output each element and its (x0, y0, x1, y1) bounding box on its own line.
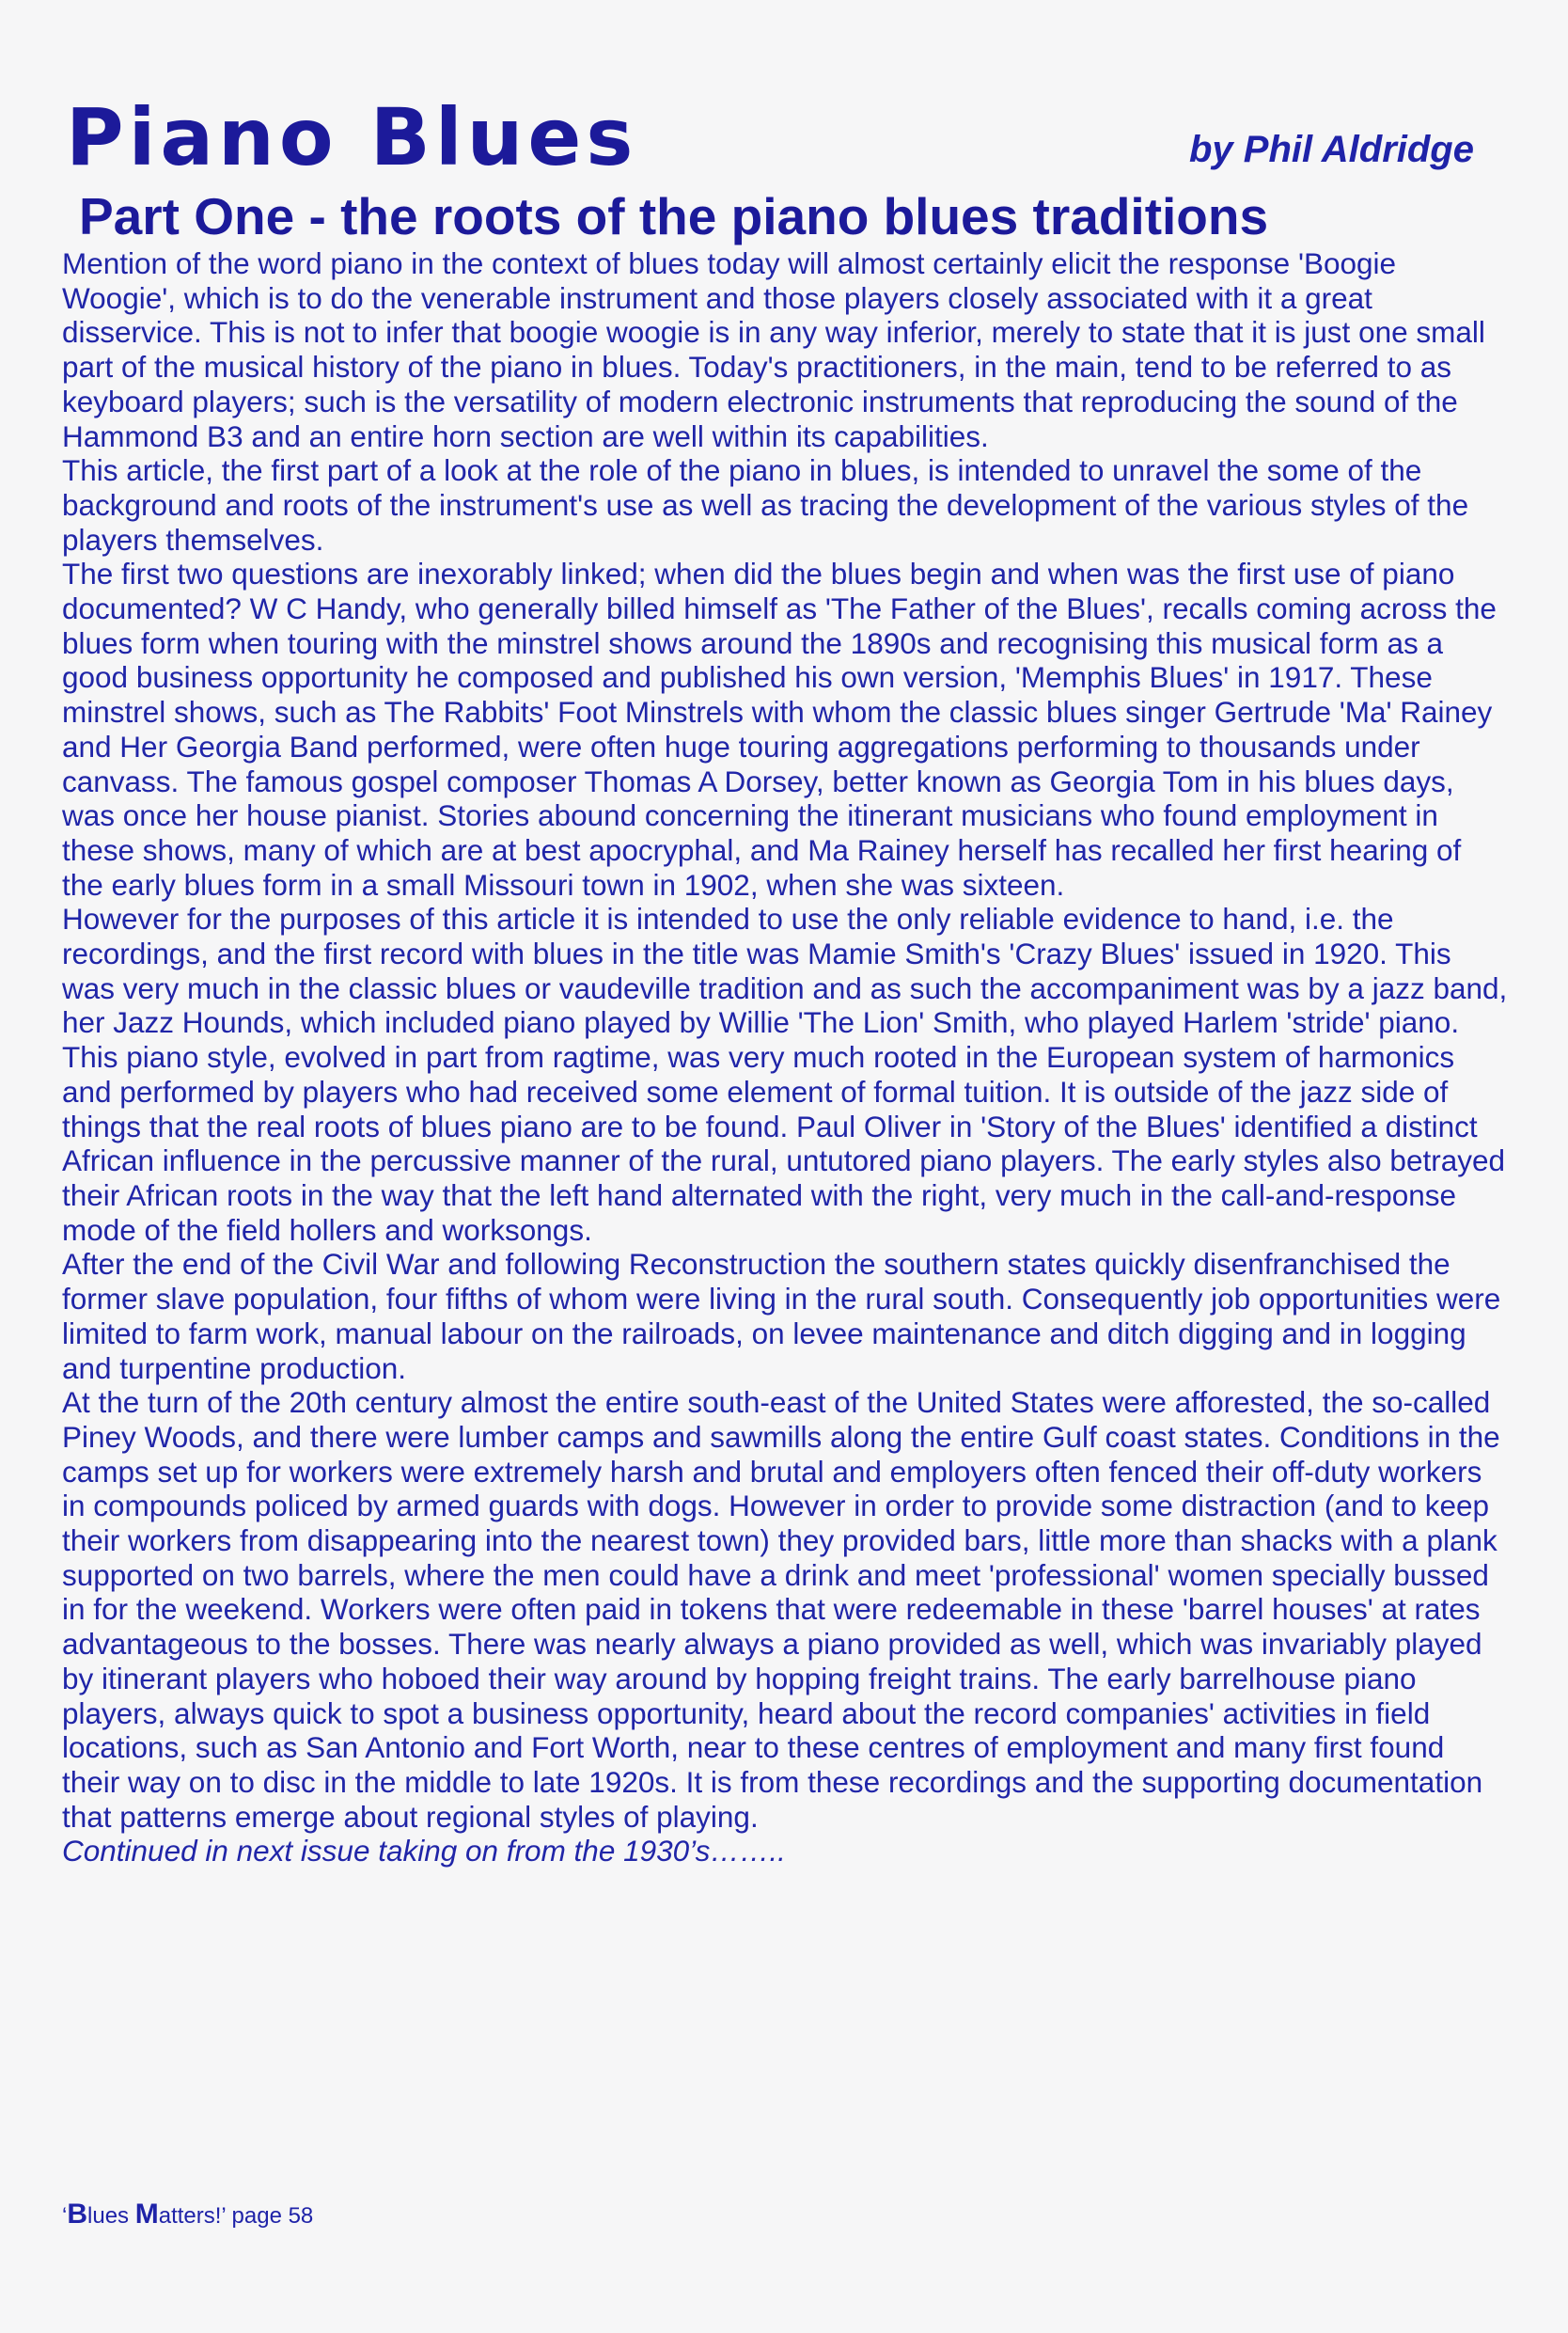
article-title: Piano Blues (66, 91, 638, 183)
footer-quote: ‘ (62, 2203, 68, 2229)
paragraph: At the turn of the 20th century almost the entire south-east of the United States were afforested, the so-called Piney Woods, and there were lumber camps and sawmills along the entire Gulf coast states. Conditions in the camps set up for workers were extremely harsh and brutal and employers often fenced their off-duty workers in compounds policed by armed guards with dogs. However in order to provide some distraction (and to keep their workers from disappearing into the nearest town) they provided bars, little more than shacks with a plank supported on two barrels, where the men could have a drink and meet 'professional' women specially bussed in for the weekend. Workers were often paid in tokens that were redeemable in these 'barrel houses' at rates advantageous to the bosses. There was nearly always a piano provided as well, which was invariably played by itinerant players who hoboed their way around by hopping freight trains. The early barrelhouse piano players, always quick to spot a business opportunity, heard about the record companies' activities in field locations, such as San Antonio and Fort Worth, near to these centres of employment and many first found their way on to disc in the middle to late 1920s. It is from these recordings and the supporting documentation that patterns emerge about regional styles of playing. (62, 1385, 1500, 1834)
continued-note: Continued in next issue taking on from the 1930’s…….. (62, 1834, 786, 1868)
paragraph: Mention of the word piano in the context of blues today will almost certainly elicit the response 'Boogie Woogie', which is to do the venerable instrument and those players closely associated with it a great disservice. This is not to infer that boogie woogie is in any way inferior, merely to state that it is just one small part of the musical history of the piano in blues. Today's practitioners, in the main, tend to be referred to as keyboard players; such is the versatility of modern electronic instruments that reproducing the sound of the Hammond B3 and an entire horn section are well within its capabilities. (62, 246, 1485, 453)
masthead (62, 90, 1510, 184)
paragraph: After the end of the Civil War and following Reconstruction the southern states quickly disenfranchised the former slave population, four fifths of whom were living in the rural south. Consequently job opportunities were limited to farm work, manual labour on the railroads, on levee maintenance and ditch digging and in logging and turpentine production. (62, 1247, 1501, 1385)
article-page (62, 90, 1510, 1868)
byline: by Phil Aldridge (1189, 129, 1474, 170)
footer-initial-m: M (134, 2199, 159, 2230)
article-subtitle: Part One - the roots of the piano blues traditions (79, 187, 1269, 245)
paragraph: The first two questions are inexorably linked; when did the blues begin and when was the first use of piano documented? W C Handy, who generally billed himself as 'The Father of the Blues', recalls coming across the blues form when touring with the minstrel shows around the 1890s and recognising this musical form as a good business opportunity he composed and published his own version, 'Memphis Blues' in 1917. These minstrel shows, such as The Rabbits' Foot Minstrels with whom the classic blues singer Gertrude 'Ma' Rainey and Her Georgia Band performed, were often huge touring aggregations performing to thousands under canvass. The famous gospel composer Thomas A Dorsey, better known as Georgia Tom in his blues days, was once her house pianist. Stories abound concerning the itinerant musicians who found employment in these shows, many of which are at best apocryphal, and Ma Rainey herself has recalled her first hearing of the early blues form in a small Missouri town in 1902, when she was sixteen. (62, 557, 1497, 902)
footer-text-page: atters!’ page 58 (158, 2203, 314, 2229)
paragraph: However for the purposes of this article it is intended to use the only reliable evidence to hand, i.e. the recordings, and the first record with blues in the title was Mamie Smith's 'Crazy Blues' issued in 1920. This was very much in the classic blues or vaudeville tradition and as such the accompaniment was by a jazz band, her Jazz Hounds, which included piano played by Willie 'The Lion' Smith, who played Harlem 'stride' piano. This piano style, evolved in part from ragtime, was very much rooted in the European system of harmonics and performed by players who had received some element of formal tuition. It is outside of the jazz side of things that the real roots of blues piano are to be found. Paul Oliver in 'Story of the Blues' identified a distinct African influence in the percussive manner of the rural, untutored piano players. The early styles also betrayed their African roots in the way that the left hand alternated with the right, very much in the call-and-response mode of the field hollers and worksongs. (62, 902, 1508, 1247)
footer-text-lues: lues (87, 2203, 135, 2229)
footer-initial-b: B (67, 2199, 88, 2230)
paragraph: This article, the first part of a look at the role of the piano in blues, is intended to unravel the some of the background and roots of the instrument's use as well as tracing the development of the various styles of the players themselves. (62, 453, 1469, 557)
page-footer (62, 2199, 313, 2231)
article-body (62, 246, 1510, 1868)
